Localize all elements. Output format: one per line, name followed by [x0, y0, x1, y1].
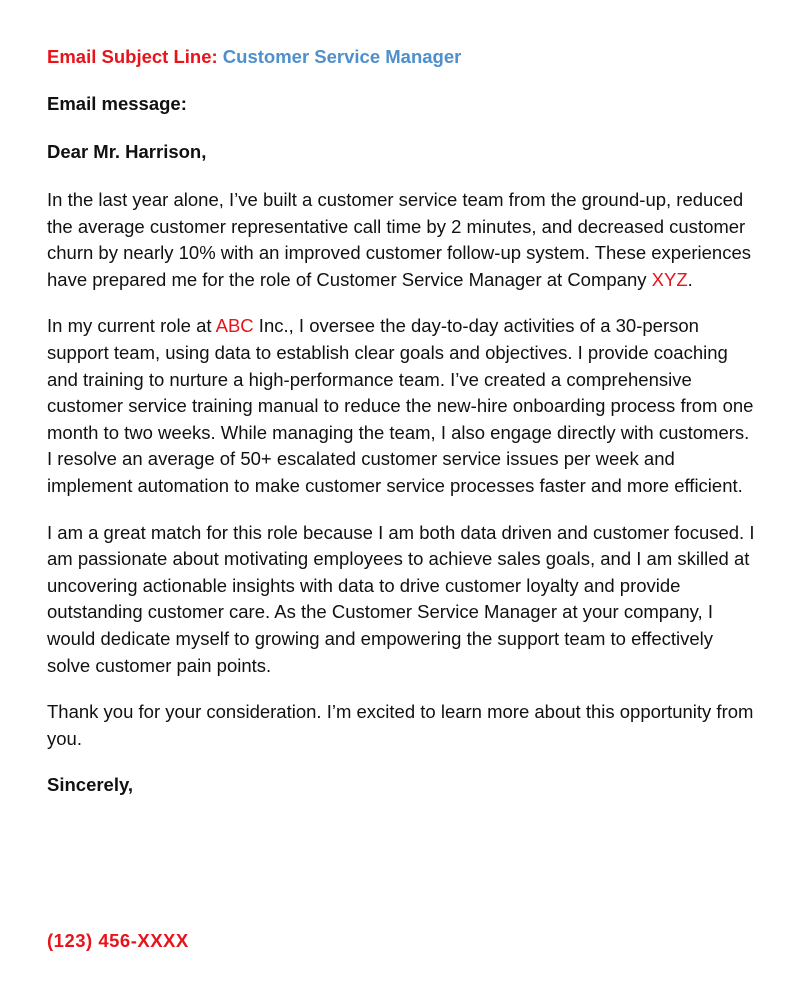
employer-name: ABC — [215, 315, 254, 337]
paragraph-intro-text: In the last year alone, I’ve built a customer service team from the ground-up, reduced the average customer representative call time by 2 minutes, and decreased customer churn by nearly 10% with an improved customer follow-up system. These experiences have prepared me for the role of Customer Service Manager at Company — [47, 189, 752, 290]
paragraph-current-role — [47, 313, 757, 499]
paragraph-thanks: Thank you for your consideration. I’m excited to learn more about this opportunity from you. — [47, 701, 754, 749]
paragraph-match: I am a great match for this role because I am both data driven and customer focused. I am passionate about motivating employees to achieve sales goals, and I am skilled at uncovering actionable insights with data to drive customer loyalty and provide outstanding customer care. As the Customer Service Manager at your company, I would dedicate myself to growing and empowering the support team to effectively solve customer pain points. — [47, 521, 755, 676]
email-message-label: Email message: — [47, 93, 187, 114]
company-name: XYZ — [651, 268, 688, 290]
paragraph-current-role-start: In my current role at — [47, 315, 216, 337]
paragraph-intro-end: . — [687, 268, 693, 290]
phone-number: (123) 456-XXXX — [47, 930, 189, 951]
paragraph-current-role-text: Inc., I oversee the day-to-day activities of a 30-person support team, using data to establish clear goals and objectives. I provide coaching and training to nurture a high-performance team. I’ve created a comprehensive customer service training manual to reduce the new-hire onboarding process from one month to two weeks. While managing the team, I also engage directly with customers. I resolve an average of 50+ escalated customer service issues per week and implement automation to make customer service processes faster and more efficient. — [47, 315, 754, 496]
salutation: Dear Mr. Harrison, — [47, 141, 207, 162]
subject-value: Customer Service Manager — [222, 46, 462, 67]
closing: Sincerely, — [47, 774, 134, 796]
subject-label: Email Subject Line: — [47, 46, 218, 67]
email-letter — [47, 44, 757, 798]
email-subject-line — [47, 44, 757, 70]
paragraph-intro — [47, 187, 757, 293]
